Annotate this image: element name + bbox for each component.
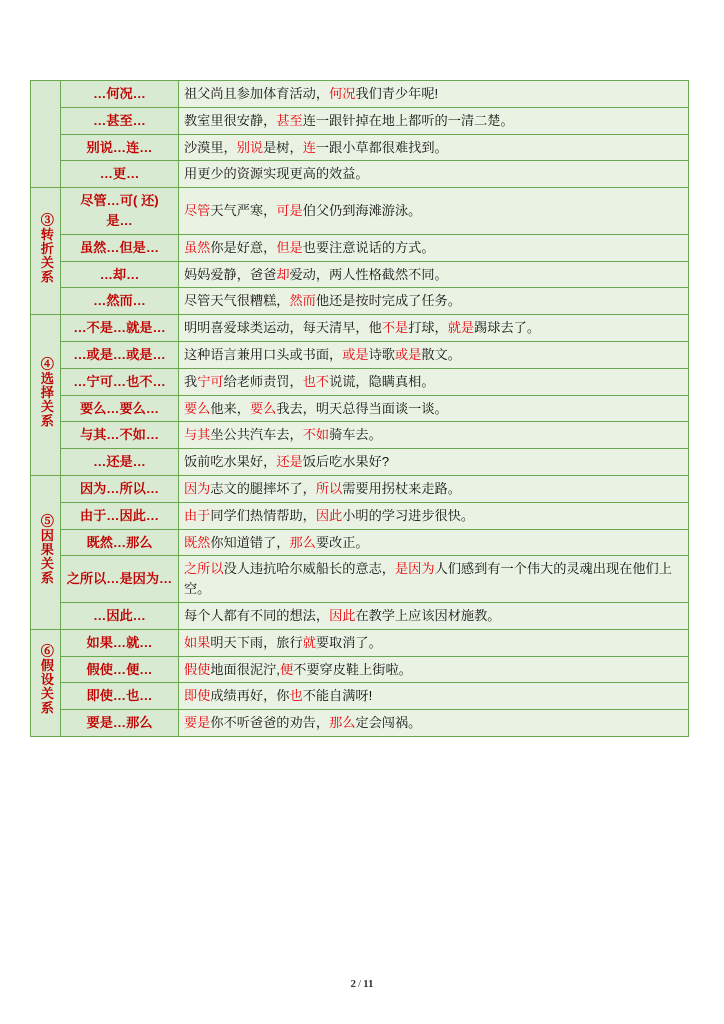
table-row: [31, 107, 689, 134]
highlighted-conjunction: 要么: [249, 400, 277, 416]
example-text: 明天下雨，旅行: [210, 634, 303, 650]
highlighted-conjunction: 之所以: [184, 561, 224, 577]
table-row: [31, 368, 689, 395]
page-total: 11: [363, 978, 374, 990]
example-text: 我去，明天总得当面谈一谈。: [276, 400, 448, 416]
highlighted-conjunction: 那么: [329, 715, 356, 731]
highlighted-conjunction: 就是: [447, 320, 475, 336]
example-text: 要改正。: [315, 534, 369, 550]
table-row: [31, 81, 689, 108]
example-text: 少的资源实现: [210, 166, 290, 182]
example-cell: [179, 710, 689, 737]
table-row: [31, 529, 689, 556]
example-cell: [179, 161, 689, 188]
example-text: 成绩再好，你: [210, 688, 290, 704]
example-cell: [179, 261, 689, 288]
table-row: [31, 234, 689, 261]
pattern-cell: 如果…就…: [61, 629, 179, 656]
example-cell: [179, 656, 689, 683]
example-text: 定会闯祸。: [355, 715, 422, 731]
example-cell: [179, 81, 689, 108]
relation-group-text: ④选择关系: [38, 356, 54, 428]
pattern-cell: …何况…: [61, 81, 179, 108]
page-number: 2: [350, 978, 357, 990]
relation-group-text: ⑤因果关系: [38, 513, 54, 585]
example-text: 需要用拐杖来走路。: [342, 480, 461, 496]
highlighted-conjunction: 不如: [302, 427, 330, 443]
example-cell: [179, 134, 689, 161]
example-text: 更: [289, 166, 303, 182]
highlighted-conjunction: 要么: [184, 400, 211, 416]
highlighted-conjunction: 甚至: [276, 112, 303, 128]
highlighted-conjunction: 因此: [315, 507, 343, 523]
highlighted-conjunction: 连: [302, 139, 316, 155]
highlighted-conjunction: 宁可: [197, 373, 224, 389]
pattern-cell: …因此…: [61, 602, 179, 629]
relation-group-label: [31, 315, 61, 476]
highlighted-conjunction: 可是: [276, 203, 303, 219]
table-row: [31, 475, 689, 502]
example-text: 志文的腿摔坏了，: [210, 480, 316, 496]
example-text: 要取消了。: [315, 634, 382, 650]
example-text: 我: [184, 373, 198, 389]
example-cell: [179, 315, 689, 342]
example-cell: [179, 529, 689, 556]
highlighted-conjunction: 所以: [315, 480, 343, 496]
table-row: [31, 161, 689, 188]
highlighted-conjunction: 也: [289, 688, 303, 704]
table-row: [31, 134, 689, 161]
table-row: [31, 395, 689, 422]
highlighted-conjunction: 既然: [184, 534, 211, 550]
example-cell: [179, 234, 689, 261]
example-text: 在教学上应该因材施教。: [355, 607, 501, 623]
example-text: 你是好意，: [210, 239, 277, 255]
pattern-cell: 由于…因此…: [61, 502, 179, 529]
page-footer: [0, 978, 724, 990]
highlighted-conjunction: 然而: [289, 293, 316, 309]
example-text: 给老师责罚，: [223, 373, 303, 389]
example-text: 说谎，隐瞒真相。: [329, 373, 435, 389]
highlighted-conjunction: 别说: [236, 139, 264, 155]
example-text: 爱动，两人性格截然不同。: [289, 266, 448, 282]
example-cell: [179, 629, 689, 656]
example-text: 连一跟针掉在地上都听的一清二楚。: [302, 112, 514, 128]
example-text: 你知道错了，: [210, 534, 290, 550]
table-row: [31, 188, 689, 235]
table-row: [31, 341, 689, 368]
example-text: 同学们热情帮助，: [210, 507, 316, 523]
highlighted-conjunction: 是因为: [395, 561, 435, 577]
highlighted-conjunction: 尽管: [184, 203, 211, 219]
highlighted-conjunction: 假使: [184, 661, 211, 677]
example-text: 他还是按时完成了任务。: [315, 293, 461, 309]
pattern-cell: …然而…: [61, 288, 179, 315]
highlighted-conjunction: 虽然: [184, 239, 211, 255]
example-text: 这种语言兼用口头或书面，: [184, 346, 343, 362]
highlighted-conjunction: 但是: [276, 239, 303, 255]
highlighted-conjunction: 如果: [184, 634, 211, 650]
table-row: [31, 261, 689, 288]
relation-group-label: [31, 629, 61, 736]
relation-group-label: [31, 188, 61, 315]
pattern-cell: …宁可…也不…: [61, 368, 179, 395]
table-row: [31, 602, 689, 629]
example-cell: [179, 395, 689, 422]
example-text: 天气严寒，: [210, 203, 277, 219]
pattern-cell: 即使…也…: [61, 683, 179, 710]
example-cell: [179, 502, 689, 529]
example-text: 小明的学习进步很快。: [342, 507, 475, 523]
relation-group-text: ③转折关系: [38, 212, 54, 284]
example-text: 祖父尚且参加体育活动，: [184, 86, 330, 101]
example-text: 诗歌: [368, 346, 395, 362]
example-text: 每个人都有不同的想法，: [184, 607, 330, 623]
relation-group-label: [31, 475, 61, 629]
example-text: 没人违抗哈尔威船长的意志，: [223, 561, 395, 577]
example-cell: [179, 449, 689, 476]
example-text: 散文。: [421, 346, 461, 362]
conjunction-table: [30, 80, 689, 737]
highlighted-conjunction: 就: [302, 634, 316, 650]
highlighted-conjunction: 要是: [184, 715, 211, 731]
pattern-cell: 虽然…但是…: [61, 234, 179, 261]
example-text: 尽管天气很糟糕，: [184, 293, 290, 309]
pattern-cell: 要是…那么: [61, 710, 179, 737]
pattern-cell: 与其…不如…: [61, 422, 179, 449]
example-text: 不要穿皮鞋上街啦。: [293, 661, 412, 677]
pattern-cell: …不是…就是…: [61, 315, 179, 342]
pattern-cell: 尽管…可( 还) 是…: [61, 188, 179, 235]
highlighted-conjunction: 由于: [184, 507, 211, 523]
example-cell: [179, 188, 689, 235]
example-text: 地面很泥泞,: [210, 661, 280, 677]
table-row: [31, 502, 689, 529]
table-body: [31, 81, 689, 737]
highlighted-conjunction: 因此: [329, 607, 356, 623]
table-row: [31, 449, 689, 476]
example-text: 妈妈爱静，爸爸: [184, 266, 277, 282]
example-cell: [179, 107, 689, 134]
example-text: 用: [184, 166, 198, 182]
pattern-cell: …甚至…: [61, 107, 179, 134]
example-cell: [179, 683, 689, 710]
table-row: [31, 656, 689, 683]
highlighted-conjunction: 不是: [381, 320, 409, 336]
pattern-cell: 既然…那么: [61, 529, 179, 556]
example-text: 不能自满呀!: [302, 688, 373, 704]
highlighted-conjunction: 或是: [395, 346, 422, 362]
pattern-cell: 要么…要么…: [61, 395, 179, 422]
example-text: 教室里很安静，: [184, 112, 277, 128]
example-text: 饭前吃水果好，: [184, 454, 277, 470]
table-row: [31, 556, 689, 603]
example-cell: [179, 602, 689, 629]
pattern-cell: 之所以…是因为…: [61, 556, 179, 603]
example-cell: [179, 341, 689, 368]
example-cell: [179, 368, 689, 395]
pattern-cell: 因为…所以…: [61, 475, 179, 502]
table-row: [31, 422, 689, 449]
table-row: [31, 288, 689, 315]
highlighted-conjunction: 也不: [302, 373, 330, 389]
table-row: [31, 710, 689, 737]
example-cell: [179, 288, 689, 315]
pattern-cell: 别说…连…: [61, 134, 179, 161]
page-separator: /: [358, 978, 362, 990]
highlighted-conjunction: 何况: [329, 86, 356, 101]
example-text: 坐公共汽车去，: [210, 427, 303, 443]
highlighted-conjunction: 因为: [184, 480, 211, 496]
example-cell: [179, 556, 689, 603]
example-text: 也要注意说话的方式。: [302, 239, 435, 255]
table-row: [31, 683, 689, 710]
pattern-cell: 假使…便…: [61, 656, 179, 683]
pattern-cell: …或是…或是…: [61, 341, 179, 368]
pattern-cell: …却…: [61, 261, 179, 288]
example-text: 骑车去。: [329, 427, 382, 443]
example-text: 沙漠里，: [184, 139, 237, 155]
example-text: 高的效益。: [302, 166, 369, 182]
relation-group-label-empty: [31, 81, 61, 188]
example-cell: [179, 475, 689, 502]
example-text: 打球，: [408, 320, 448, 336]
highlighted-conjunction: 即使: [184, 688, 211, 704]
example-text: 他来，: [210, 400, 250, 416]
example-text: 踢球去了。: [474, 320, 541, 336]
example-text: 饭后吃水果好?: [302, 454, 390, 470]
example-text: 明明喜爱球类运动，每天清早，他: [184, 320, 382, 336]
example-text: 一跟小草都很难找到。: [315, 139, 448, 155]
highlighted-conjunction: 与其: [184, 427, 211, 443]
table-row: [31, 315, 689, 342]
table-row: [31, 629, 689, 656]
highlighted-conjunction: 便: [279, 661, 294, 677]
example-text: 你不听爸爸的劝告，: [210, 715, 330, 731]
example-text: 伯父仍到海滩游泳。: [302, 203, 422, 219]
example-cell: [179, 422, 689, 449]
pattern-cell: …更…: [61, 161, 179, 188]
highlighted-conjunction: 还是: [276, 454, 303, 470]
relation-group-text: ⑥假设关系: [38, 644, 54, 716]
example-text: 我们青少年呢!: [355, 86, 439, 101]
example-text: 人们感到有一个伟大的灵魂出现在他们上空。: [184, 561, 672, 597]
pattern-cell: …还是…: [61, 449, 179, 476]
example-text: 更: [197, 166, 211, 182]
highlighted-conjunction: 却: [276, 266, 290, 282]
example-text: 是树，: [263, 139, 303, 155]
highlighted-conjunction: 或是: [342, 346, 369, 362]
highlighted-conjunction: 那么: [289, 534, 316, 550]
